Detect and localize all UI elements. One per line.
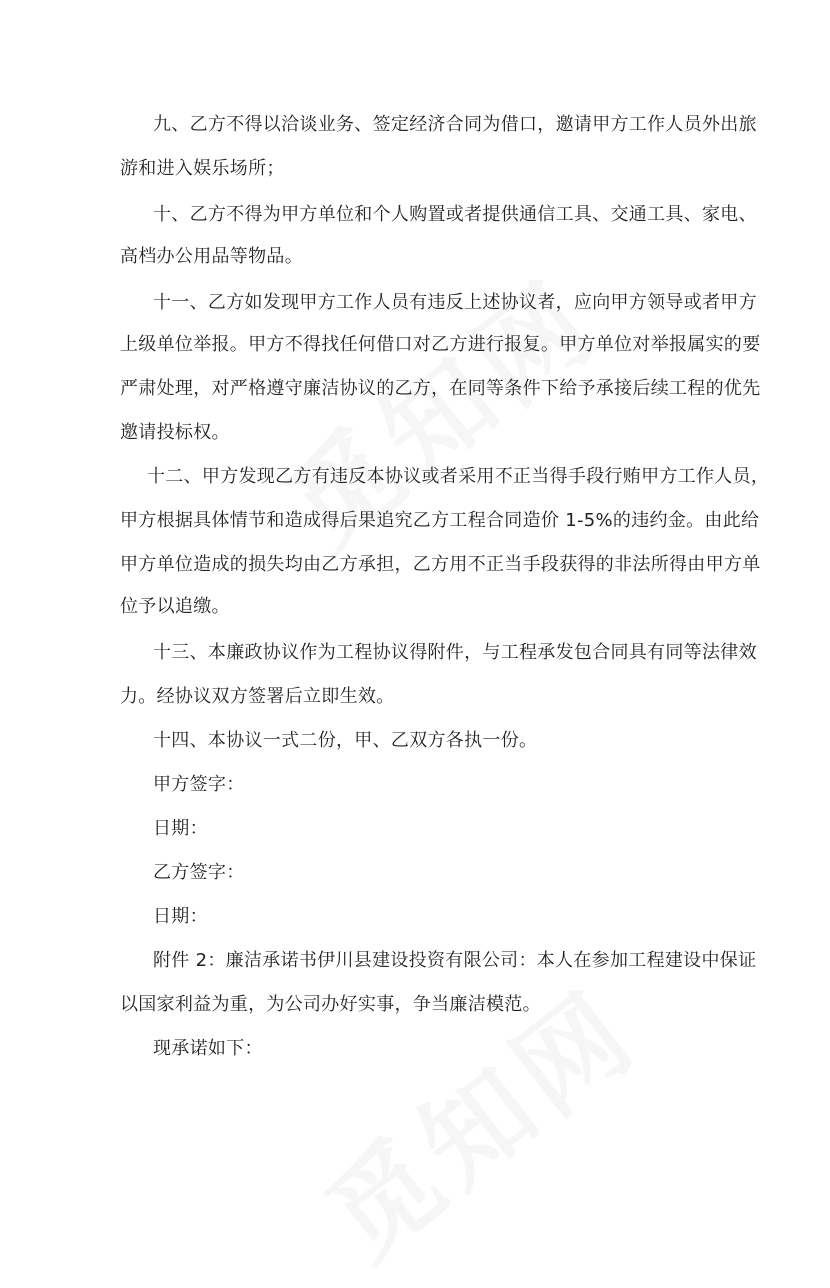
text-line: 邀请投标权。 [120, 422, 230, 443]
text-line: 十、乙方不得为甲方单位和个人购置或者提供通信工具、交通工具、家电、 [153, 204, 757, 225]
text-line: 以国家利益为重，为公司办好实事，争当廉洁模范。 [120, 994, 541, 1015]
text-line: 位予以追缴。 [120, 596, 230, 617]
text-line: 十四、本协议一式二份，甲、乙双方各执一份。 [153, 730, 538, 751]
text-line: 甲方根据具体情节和造成得后果追究乙方工程合同造价 1-5%的违约金。由此给 [120, 510, 760, 531]
text-line: 十二、甲方发现乙方有违反本协议或者采用不正当得手段行贿甲方工作人员， [147, 466, 770, 487]
text-line: 日期： [153, 906, 208, 927]
text-line: 上级单位举报。甲方不得找任何借口对乙方进行报复。甲方单位对举报属实的要 [120, 334, 761, 355]
text-line: 甲方单位造成的损失均由乙方承担，乙方用不正当手段获得的非法所得由甲方单 [120, 554, 761, 575]
text-line: 日期： [153, 818, 208, 839]
text-line: 甲方签字： [153, 774, 245, 795]
text-line: 游和进入娱乐场所； [120, 158, 285, 179]
text-line: 附件 2：廉洁承诺书伊川县建设投资有限公司：本人在参加工程建设中保证 [153, 950, 757, 971]
text-line: 九、乙方不得以洽谈业务、签定经济合同为借口，邀请甲方工作人员外出旅 [153, 114, 757, 135]
text-line: 严肃处理，对严格遵守廉洁协议的乙方，在同等条件下给予承接后续工程的优先 [120, 378, 761, 399]
text-line: 乙方签字： [153, 862, 245, 883]
text-line: 力。经协议双方签署后立即生效。 [120, 686, 395, 707]
text-line: 十一、乙方如发现甲方工作人员有违反上述协议者，应向甲方领导或者甲方 [153, 292, 757, 313]
text-line: 十三、本廉政协议作为工程协议得附件，与工程承发包合同具有同等法律效 [153, 642, 757, 663]
text-line: 现承诺如下： [153, 1038, 263, 1059]
text-line: 高档办公用品等物品。 [120, 246, 303, 267]
